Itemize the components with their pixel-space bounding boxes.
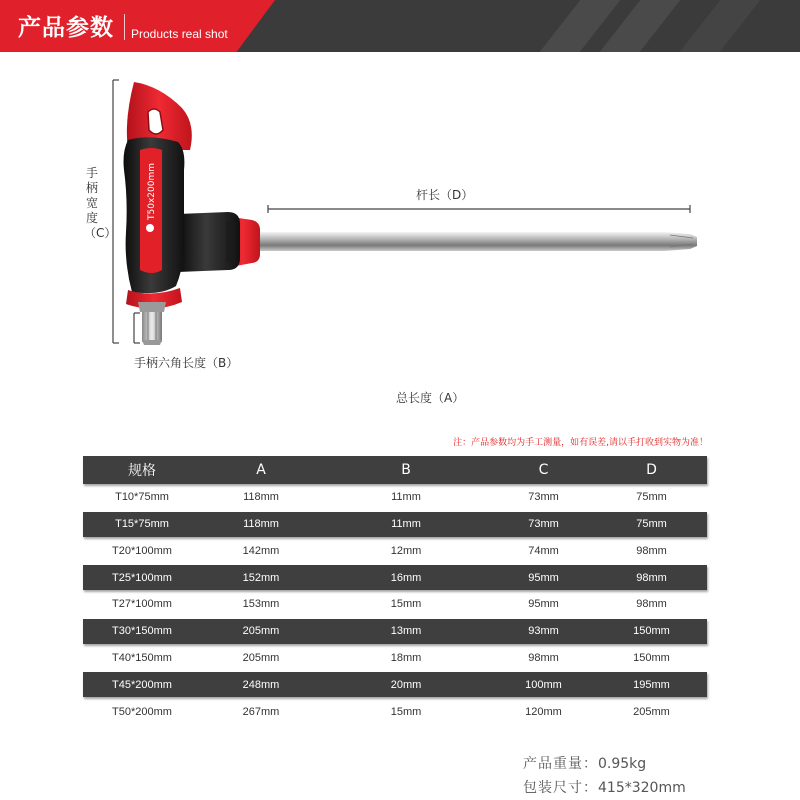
table-header-row: [83, 456, 707, 484]
weight-value: 0.95kg: [598, 756, 647, 772]
spec-table: [83, 456, 707, 725]
cell-a: 118mm: [243, 518, 279, 531]
table-row: [83, 512, 707, 537]
cell-b: 16mm: [390, 571, 422, 584]
cell-spec: T15*75mm: [115, 518, 169, 531]
label-hex-length: 手柄六角长度（B）: [134, 356, 239, 370]
dimension-b-line: [134, 313, 140, 343]
table-row: [83, 591, 707, 618]
cell-a: 152mm: [242, 571, 280, 584]
cell-a: 153mm: [242, 598, 280, 611]
package-label: 包装尺寸：: [523, 780, 598, 796]
cell-c: 93mm: [528, 625, 559, 638]
header-a: A: [256, 462, 266, 478]
table-row: [83, 619, 707, 644]
table-row: [83, 538, 707, 565]
cell-d: 150mm: [633, 652, 670, 665]
cell-d: 98mm: [636, 571, 667, 584]
label-handle-width: 手柄宽度（C）: [84, 166, 117, 240]
cell-d: 75mm: [636, 518, 667, 531]
header-d: D: [646, 462, 657, 478]
cell-a: 267mm: [242, 705, 280, 718]
cell-c: 95mm: [528, 571, 559, 584]
table-row: [83, 698, 707, 725]
cell-d: 150mm: [633, 625, 670, 638]
package-line: [523, 776, 686, 800]
tool-diagram: [0, 52, 800, 352]
weight-line: [523, 752, 686, 776]
dimension-d-line: [268, 205, 690, 213]
table-row: [83, 672, 707, 697]
header-banner: [0, 0, 800, 52]
handle-collar: [178, 212, 260, 272]
cell-d: 195mm: [633, 678, 670, 691]
cell-spec: T25*100mm: [112, 571, 172, 584]
cell-d: 98mm: [636, 544, 667, 557]
cell-b: 12mm: [390, 544, 422, 557]
cell-c: 95mm: [528, 598, 559, 611]
package-value: 415*320mm: [598, 780, 686, 796]
cell-spec: T20*100mm: [112, 544, 172, 557]
cell-c: 73mm: [528, 491, 559, 504]
label-total-length: 总长度（A）: [396, 391, 465, 405]
cell-spec: T40*150mm: [112, 652, 172, 665]
cell-a: 118mm: [243, 491, 279, 504]
cell-a: 142mm: [242, 544, 280, 557]
table-row: [83, 484, 707, 511]
measurement-note: 注：产品参数均为手工测量，如有误差,请以手打收到实物为准！: [453, 438, 708, 448]
shaft: [250, 232, 697, 251]
cell-b: 18mm: [390, 652, 422, 665]
torx-bit: [142, 312, 162, 345]
cell-spec: T30*150mm: [112, 625, 172, 638]
cell-a: 205mm: [242, 625, 280, 638]
cell-c: 73mm: [528, 518, 559, 531]
cell-b: 15mm: [390, 705, 422, 718]
cell-c: 74mm: [528, 544, 559, 557]
table-row: [83, 565, 707, 590]
cell-b: 13mm: [390, 625, 422, 638]
dimension-c-line: [113, 80, 119, 343]
product-info-footer: [523, 752, 686, 800]
cell-a: 205mm: [242, 652, 280, 665]
header-b: B: [401, 462, 411, 478]
handle-grip: [124, 82, 192, 312]
label-shaft-length: 杆长（D）: [416, 188, 474, 202]
cell-spec: T10*75mm: [115, 491, 169, 504]
banner-decoration: [680, 0, 761, 52]
cell-d: 205mm: [633, 705, 670, 718]
cell-c: 98mm: [528, 652, 559, 665]
cell-b: 11mm: [391, 491, 421, 504]
tool-marking-text: T50x200mm: [147, 163, 157, 220]
cell-b: 20mm: [390, 678, 422, 691]
table-row: [83, 645, 707, 672]
page-subtitle: Products real shot: [131, 27, 228, 41]
cell-c: 100mm: [525, 678, 562, 691]
banner-divider: [124, 14, 125, 40]
cell-spec: T45*200mm: [112, 678, 172, 691]
cell-c: 120mm: [525, 705, 562, 718]
cell-a: 248mm: [242, 678, 280, 691]
cell-spec: T27*100mm: [112, 598, 172, 611]
cell-d: 98mm: [636, 598, 667, 611]
cell-spec: T50*200mm: [112, 705, 172, 718]
page-title: 产品参数: [18, 15, 114, 41]
cell-b: 15mm: [390, 598, 422, 611]
weight-label: 产品重量：: [523, 756, 598, 772]
cell-b: 11mm: [391, 518, 421, 531]
cell-d: 75mm: [636, 491, 667, 504]
header-spec: 规格: [128, 463, 156, 479]
header-c: C: [538, 462, 549, 478]
